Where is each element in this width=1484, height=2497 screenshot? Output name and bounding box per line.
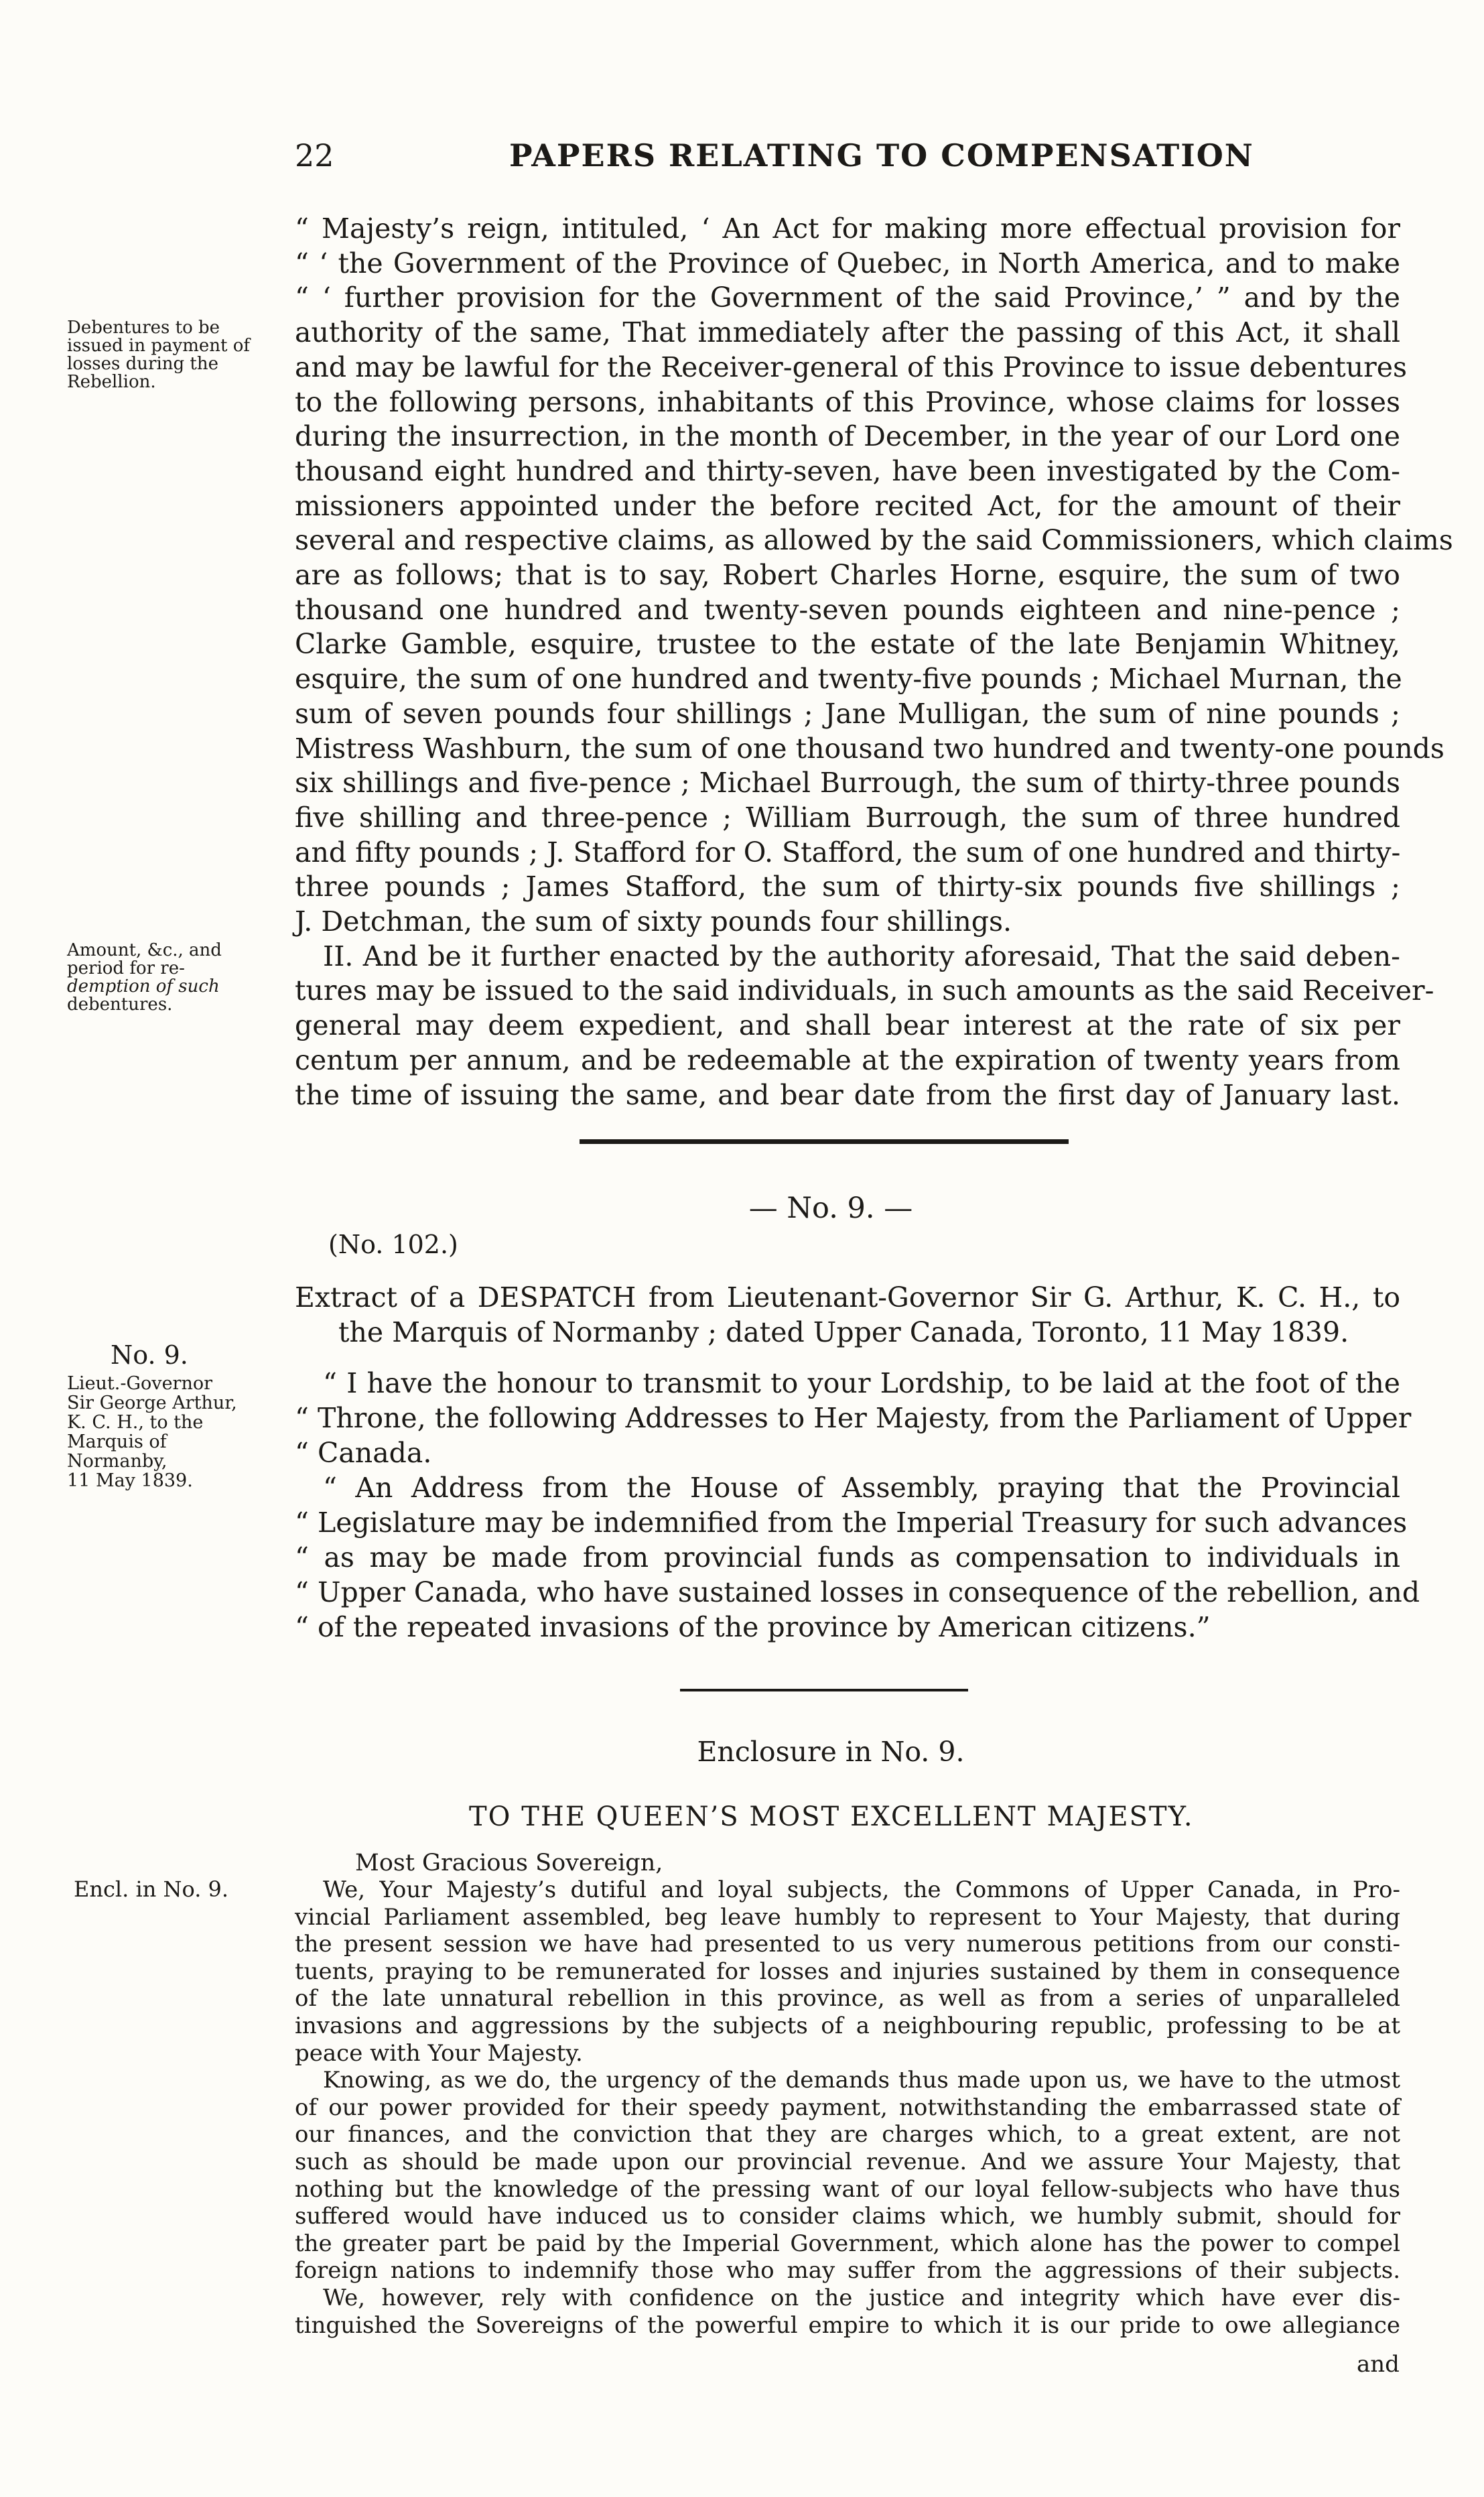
- margin-note-encl: Encl. in No. 9.: [74, 1876, 229, 1902]
- page-header: [295, 137, 1400, 184]
- text-line: sum of seven pounds four shillings ; Jane Mulligan, the sum of nine pounds ;: [295, 697, 1400, 730]
- address-title: TO THE QUEEN’S MOST EXCELLENT MAJESTY.: [469, 1801, 1194, 1832]
- text-line: We, however, rely with confidence on the justice and integrity which have ever dis-: [323, 2284, 1400, 2311]
- act-text: [295, 212, 1453, 1112]
- text-line: “ of the repeated invasions of the province by American citizens.”: [295, 1611, 1211, 1643]
- text-line: “ as may be made from provincial funds as compensation to individuals in: [295, 1541, 1400, 1574]
- margin-note-despatch: Lieut.-Governor Sir George Arthur, K. C. H., to the Marquis of Normanby, 11 May 1839.: [67, 1373, 237, 1491]
- enclosure-heading: Enclosure in No. 9.: [697, 1736, 965, 1768]
- text-line: nothing but the knowledge of the pressing want of our loyal fellow-subjects who have thus: [295, 2175, 1400, 2203]
- text-line: peace with Your Majesty.: [295, 2039, 583, 2067]
- address-body: [295, 1876, 1400, 2339]
- no9-heading: — No. 9. —: [748, 1192, 913, 1225]
- text-line: during the insurrection, in the month of December, in the year of our Lord one: [295, 420, 1400, 453]
- text-line: to the following persons, inhabitants of this Province, whose claims for losses: [295, 385, 1400, 418]
- text-line: “ Upper Canada, who have sustained losses in consequence of the rebellion, and: [295, 1576, 1420, 1608]
- text-line: missioners appointed under the before recited Act, for the amount of their: [295, 489, 1400, 522]
- text-line: and fifty pounds ; J. Stafford for O. Stafford, the sum of one hundred and thirty-: [295, 836, 1401, 869]
- text-line: centum per annum, and be redeemable at the expiration of twenty years from: [295, 1043, 1400, 1076]
- text-line: “ Legislature may be indemnified from the Imperial Treasury for such advances: [295, 1507, 1408, 1539]
- margin-note-amount: Amount, &c., and period for re- demption of such debentures.: [67, 940, 222, 1015]
- text-line: Knowing, as we do, the urgency of the demands thus made upon us, we have to the utmost: [323, 2067, 1400, 2094]
- text-line: five shilling and three-pence ; William Burrough, the sum of three hundred: [295, 801, 1400, 834]
- text-line: vincial Parliament assembled, beg leave humbly to represent to Your Majesty, that during: [295, 1903, 1400, 1931]
- text-line: Clarke Gamble, esquire, trustee to the estate of the late Benjamin Whitney,: [295, 628, 1400, 661]
- page-number: 22: [295, 137, 334, 174]
- text-line: II. And be it further enacted by the authority aforesaid, That the said deben-: [323, 940, 1400, 972]
- text-line: esquire, the sum of one hundred and twenty-five pounds ; Michael Murnan, the: [295, 663, 1402, 696]
- text-line: foreign nations to indemnify those who may suffer from the aggressions of their subjects.: [295, 2257, 1400, 2285]
- despatch-reference: (No. 102.): [328, 1230, 458, 1259]
- text-line: the present session we have had presented to us very numerous petitions from our consti-: [295, 1931, 1400, 1958]
- text-line: the Marquis of Normanby ; dated Upper Canada, Toronto, 11 May 1839.: [338, 1316, 1349, 1348]
- text-line: are as follows; that is to say, Robert Charles Horne, esquire, the sum of two: [295, 559, 1400, 592]
- section-divider-2: [680, 1689, 968, 1691]
- text-line: three pounds ; James Stafford, the sum of thirty-six pounds five shillings ;: [295, 871, 1400, 903]
- text-line: the greater part be paid by the Imperial Government, which alone has the power to compel: [295, 2230, 1400, 2257]
- text-line: six shillings and five-pence ; Michael Burrough, the sum of thirty-three pounds: [295, 767, 1400, 799]
- text-line: thousand one hundred and twenty-seven pounds eighteen and nine-pence ;: [295, 593, 1400, 626]
- text-line: authority of the same, That immediately after the passing of this Act, it shall: [295, 316, 1400, 349]
- catchword: and: [1357, 2351, 1400, 2378]
- text-line: “ ‘ the Government of the Province of Quebec, in North America, and to make: [295, 247, 1400, 279]
- text-line: our finances, and the conviction that they are charges which, to a great extent, are not: [295, 2121, 1400, 2149]
- text-line: “ An Address from the House of Assembly, praying that the Provincial: [323, 1472, 1400, 1504]
- section-divider: [580, 1139, 1069, 1144]
- text-line: tuents, praying to be remunerated for losses and injuries sustained by them in consequence: [295, 1958, 1400, 1985]
- text-line: invasions and aggressions by the subjects of a neighbouring republic, professing to be at: [295, 2012, 1400, 2039]
- text-line: “ Canada.: [295, 1437, 432, 1469]
- text-line: “ ‘ further provision for the Government of the said Province,’ ” and by the: [295, 281, 1400, 314]
- text-line: J. Detchman, the sum of sixty pounds four shillings.: [295, 905, 1012, 938]
- running-title: PAPERS RELATING TO COMPENSATION: [509, 137, 1254, 174]
- text-line: several and respective claims, as allowed by the said Commissioners, which claims: [295, 524, 1453, 557]
- text-line: tinguished the Sovereigns of the powerful empire to which it is our pride to owe allegiance: [295, 2311, 1400, 2339]
- text-line: and may be lawful for the Receiver-general of this Province to issue debentures: [295, 350, 1408, 383]
- text-line: such as should be made upon our provincial revenue. And we assure Your Majesty, that: [295, 2148, 1400, 2175]
- margin-note-debentures: Debentures to be issued in payment of losses during the Rebellion.: [67, 318, 250, 392]
- despatch-body: [295, 1366, 1420, 1645]
- text-line: “ Throne, the following Addresses to Her Majesty, from the Parliament of Upper: [295, 1402, 1412, 1434]
- text-line: Extract of a DESPATCH from Lieutenant-Governor Sir G. Arthur, K. C. H., to: [295, 1281, 1400, 1314]
- text-line: of the late unnatural rebellion in this province, as well as from a series of unparalleled: [295, 1985, 1400, 2012]
- text-line: the time of issuing the same, and bear date from the first day of January last.: [295, 1078, 1400, 1111]
- text-line: “ Majesty’s reign, intituled, ‘ An Act for making more effectual provision for: [295, 212, 1400, 245]
- text-line: Mistress Washburn, the sum of one thousand two hundred and twenty-one pounds: [295, 732, 1444, 765]
- extract-heading: [295, 1280, 1400, 1350]
- text-line: thousand eight hundred and thirty-seven, have been investigated by the Com-: [295, 454, 1400, 487]
- text-line: general may deem expedient, and shall bear interest at the rate of six per: [295, 1009, 1400, 1042]
- salutation: Most Gracious Sovereign,: [355, 1850, 663, 1876]
- text-line: “ I have the honour to transmit to your Lordship, to be laid at the foot of the: [323, 1367, 1400, 1399]
- margin-no9: No. 9.: [111, 1340, 188, 1370]
- text-line: of our power provided for their speedy payment, notwithstanding the embarrassed state of: [295, 2094, 1400, 2121]
- text-line: We, Your Majesty’s dutiful and loyal subjects, the Commons of Upper Canada, in Pro-: [323, 1876, 1400, 1903]
- text-line: tures may be issued to the said individuals, in such amounts as the said Receiver-: [295, 974, 1434, 1007]
- text-line: suffered would have induced us to consider claims which, we humbly submit, should for: [295, 2203, 1400, 2230]
